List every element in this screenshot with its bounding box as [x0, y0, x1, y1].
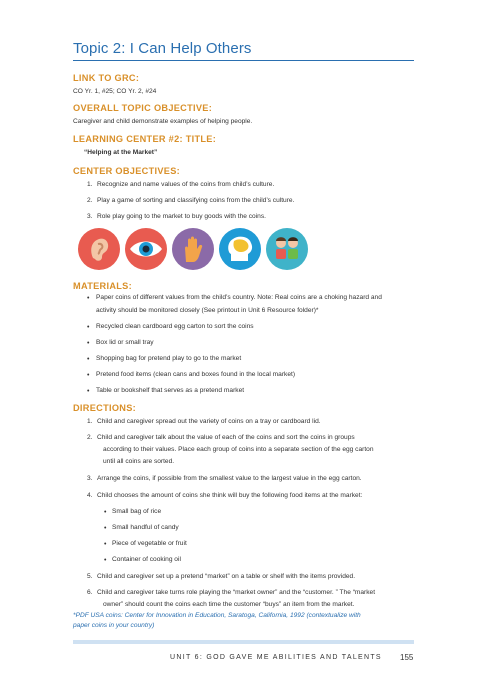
footnote-line: *PDF USA coins: Center for Innovation in Education, Saratoga, California, 1992 (contextualize with	[73, 612, 361, 619]
direction-item: Child and caregiver talk about the value of each of the coins and sort the coins in groups	[97, 434, 355, 441]
center-heading: LEARNING CENTER #2: TITLE:	[73, 134, 217, 144]
food-item: Small handful of candy	[112, 524, 179, 531]
bullet: •	[104, 509, 107, 516]
bullet: •	[87, 295, 90, 302]
link-heading: LINK TO GRC:	[73, 73, 140, 83]
bullet: •	[104, 541, 107, 548]
material-item: Pretend food items (clean cans and boxes found in the local market)	[96, 371, 296, 378]
material-item-continued: activity should be monitored closely (See printout in Unit 6 Resource folder)*	[96, 307, 319, 314]
food-item: Piece of vegetable or fruit	[112, 540, 187, 547]
footer-unit-title: UNIT 6: GOD GAVE ME ABILITIES AND TALENTS	[170, 654, 382, 661]
material-item: Shopping bag for pretend play to go to the market	[96, 355, 242, 362]
objective-heading: OVERALL TOPIC OBJECTIVE:	[73, 103, 213, 113]
hand-icon	[172, 228, 214, 270]
direction-item: Arrange the coins, if possible from the smallest value to the largest value in the egg carton.	[97, 475, 362, 482]
material-item: Recycled clean cardboard egg carton to sort the coins	[96, 323, 254, 330]
material-item: Box lid or small tray	[96, 339, 154, 346]
food-item: Small bag of rice	[112, 508, 162, 515]
bullet: •	[104, 525, 107, 532]
objective-item: Role play going to the market to buy goods with the coins.	[97, 213, 266, 220]
topic-title: Topic 2: I Can Help Others	[73, 40, 252, 57]
bullet: •	[87, 340, 90, 347]
direction-item: Child and caregiver set up a pretend “market” on a table or shelf with the items provided.	[97, 573, 356, 580]
eye-icon	[125, 228, 167, 270]
materials-heading: MATERIALS:	[73, 281, 132, 291]
center-objectives-heading: CENTER OBJECTIVES:	[73, 166, 180, 176]
objective-text: Caregiver and child demonstrate examples of helping people.	[73, 118, 253, 125]
material-item: Table or bookshelf that serves as a pretend market	[96, 387, 245, 394]
footer-rule	[73, 640, 414, 644]
direction-number: 2.	[87, 434, 93, 441]
bullet: •	[104, 557, 107, 564]
direction-number: 5.	[87, 573, 93, 580]
center-title: “Helping at the Market”	[84, 149, 158, 156]
food-item: Container of cooking oil	[112, 556, 181, 563]
direction-item-continued: according to their values. Place each group of coins into a separate section of the egg carton	[103, 446, 374, 453]
direction-item-continued: owner” should count the coins each time the customer “buys” an item from the market.	[103, 601, 355, 608]
direction-item: Child chooses the amount of coins she think will buy the following food items at the market:	[97, 492, 363, 499]
direction-item: Child and caregiver spread out the variety of coins on a tray or cardboard lid.	[97, 418, 321, 425]
direction-item-continued: until all coins are sorted.	[103, 458, 175, 465]
brain-icon	[219, 228, 261, 270]
direction-item: Child and caregiver take turns role playing the “market owner” and the “customer. ” The “market	[97, 589, 376, 596]
direction-number: 1.	[87, 418, 93, 425]
material-item: Paper coins of different values from the child’s country. Note: Real coins are a choking hazard and	[96, 294, 382, 301]
bullet: •	[87, 356, 90, 363]
direction-number: 3.	[87, 475, 93, 482]
children-icon	[266, 228, 308, 270]
objective-item: Play a game of sorting and classifying coins from the child’s culture.	[97, 197, 295, 204]
senses-icon-row	[78, 228, 308, 272]
footnote-line: paper coins in your country)	[73, 622, 155, 629]
title-rule	[73, 60, 414, 61]
ear-icon	[78, 228, 120, 270]
objective-number: 2.	[87, 197, 93, 204]
direction-number: 4.	[87, 492, 93, 499]
bullet: •	[87, 324, 90, 331]
directions-heading: DIRECTIONS:	[73, 403, 137, 413]
objective-item: Recognize and name values of the coins from child’s culture.	[97, 181, 275, 188]
bullet: •	[87, 372, 90, 379]
objective-number: 3.	[87, 213, 93, 220]
link-text: CO Yr. 1, #25; CO Yr. 2, #24	[73, 88, 157, 95]
page-number: 155	[400, 653, 414, 662]
objective-number: 1.	[87, 181, 93, 188]
footnote	[73, 611, 413, 631]
direction-number: 6.	[87, 589, 93, 596]
bullet: •	[87, 388, 90, 395]
